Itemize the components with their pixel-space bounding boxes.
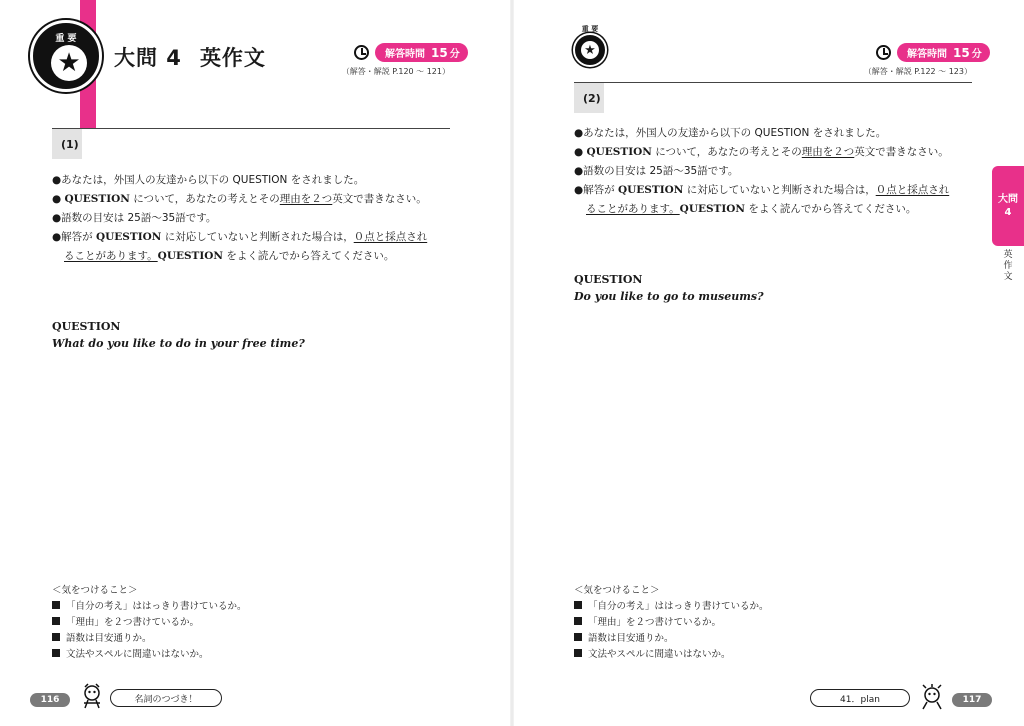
checklist-item: 文法やスペルに間違いはないか。 xyxy=(52,647,247,663)
section-rule xyxy=(574,82,972,83)
checklist-item: 「理由」を２つ書けているか。 xyxy=(574,615,769,631)
checklist-item: 「自分の考え」ははっきり書けているか。 xyxy=(52,599,247,615)
question-number: (2) xyxy=(574,83,604,113)
mascot-icon xyxy=(918,683,946,711)
answer-time xyxy=(876,43,990,62)
checklist-heading: ＜気をつけること＞ xyxy=(574,585,660,596)
instruction-line: ●あなたは，外国人の友達から以下の QUESTION をされました。 xyxy=(52,174,365,186)
time-pill: 解答時間 15 分 xyxy=(897,43,990,62)
footer-bubble: 41．plan xyxy=(810,689,910,707)
instruction-line: ●あなたは，外国人の友達から以下の QUESTION をされました。 xyxy=(574,127,887,139)
star-icon: ★ xyxy=(581,41,599,59)
side-index-tab: 大問 4 xyxy=(992,166,1024,246)
importance-badge xyxy=(30,20,102,92)
checklist-item: 「理由」を２つ書けているか。 xyxy=(52,615,247,631)
title-sub: 英作文 xyxy=(199,46,266,70)
square-bullet-icon xyxy=(574,601,582,609)
question-heading: QUESTION xyxy=(52,320,121,333)
side-index-label: 英作文 xyxy=(1003,250,1013,282)
instruction-line: ることがあります。QUESTION をよく読んでから答えてください。 xyxy=(64,250,395,262)
instruction-line: ● QUESTION について，あなたの考えとその理由を２つ英文で書きなさい。 xyxy=(52,193,427,205)
square-bullet-icon xyxy=(52,601,60,609)
instruction-line: ●語数の目安は 25語～35語です。 xyxy=(574,165,739,177)
answer-reference: （解答・解説 P.120 ～ 121） xyxy=(341,67,450,76)
square-bullet-icon xyxy=(574,633,582,641)
instructions xyxy=(574,124,949,219)
question-text: What do you like to do in your free time? xyxy=(52,337,305,350)
checklist xyxy=(52,583,247,663)
book-gutter xyxy=(510,0,514,726)
answer-reference: （解答・解説 P.122 ～ 123） xyxy=(863,67,972,76)
square-bullet-icon xyxy=(52,633,60,641)
section-rule xyxy=(52,128,450,129)
page-number: 117 xyxy=(952,693,992,707)
question-block xyxy=(52,320,305,350)
clock-icon xyxy=(876,45,891,60)
checklist-item: 文法やスペルに間違いはないか。 xyxy=(574,647,769,663)
clock-icon xyxy=(354,45,369,60)
question-number: (1) xyxy=(52,129,82,159)
checklist-item: 語数は目安通りか。 xyxy=(574,631,769,647)
badge-label: 重 要 xyxy=(55,34,77,44)
page-title xyxy=(114,42,266,72)
mascot-icon xyxy=(80,683,106,711)
instructions xyxy=(52,171,427,266)
instruction-line: ●語数の目安は 25語～35語です。 xyxy=(52,212,217,224)
square-bullet-icon xyxy=(52,649,60,657)
answer-time xyxy=(354,43,468,62)
checklist xyxy=(574,583,769,663)
time-pill: 解答時間 15 分 xyxy=(375,43,468,62)
question-block xyxy=(574,273,764,303)
instruction-line: ● QUESTION について，あなたの考えとその理由を２つ英文で書きなさい。 xyxy=(574,146,949,158)
checklist-heading: ＜気をつけること＞ xyxy=(52,585,138,596)
badge-label: 重 要 xyxy=(581,25,599,33)
instruction-line: ●解答が QUESTION に対応していないと判断された場合は，０点と採点され xyxy=(574,184,950,196)
importance-badge xyxy=(573,33,607,67)
square-bullet-icon xyxy=(52,617,60,625)
checklist-item: 語数は目安通りか。 xyxy=(52,631,247,647)
question-text: Do you like to go to museums? xyxy=(574,290,764,303)
instruction-line: ●解答が QUESTION に対応していないと判断された場合は，０点と採点され xyxy=(52,231,428,243)
page-number: 116 xyxy=(30,693,70,707)
question-heading: QUESTION xyxy=(574,273,643,286)
square-bullet-icon xyxy=(574,649,582,657)
footer-bubble: 名詞のつづき！ xyxy=(110,689,222,707)
instruction-line: ることがあります。QUESTION をよく読んでから答えてください。 xyxy=(586,203,917,215)
title-main: 大問 4 xyxy=(114,46,182,70)
star-icon: ★ xyxy=(51,45,87,81)
square-bullet-icon xyxy=(574,617,582,625)
checklist-item: 「自分の考え」ははっきり書けているか。 xyxy=(574,599,769,615)
